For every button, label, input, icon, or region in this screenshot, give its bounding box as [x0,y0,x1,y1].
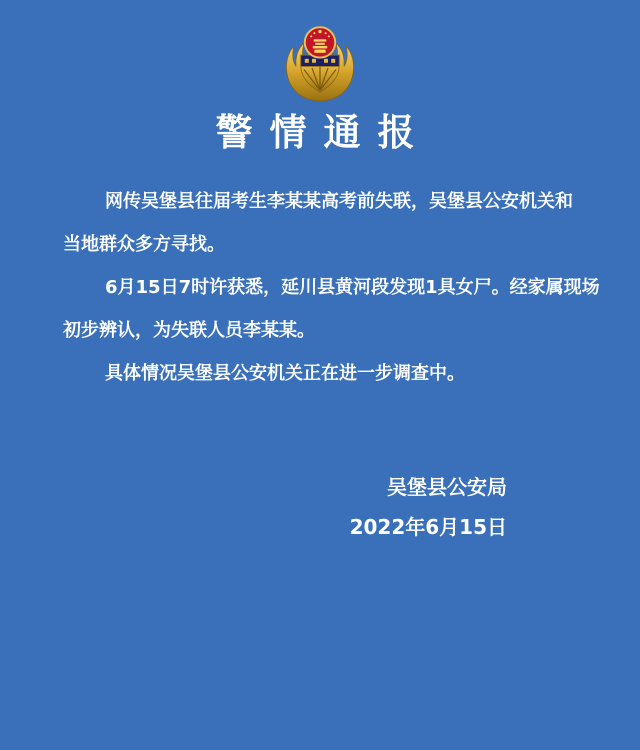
signature-block [350,467,507,547]
paragraph-1-line-2: 当地群众多方寻找。 [63,234,225,255]
paragraph-1-line-1: 网传吴堡县往届考生李某某高考前失联，吴堡县公安机关和 [105,191,573,212]
police-badge-icon [280,20,360,104]
signature-issuer: 吴堡县公安局 [387,475,507,499]
paragraph-2-line-2: 初步辨认，为失联人员李某某。 [63,320,315,341]
signature-date: 2022年6月15日 [349,515,507,539]
paragraph-2-line-1: 6月15日7时许获悉，延川县黄河段发现1具女尸。经家属现场 [105,277,600,298]
notice-title: 警情通报 [215,111,432,154]
notice-body [63,180,600,395]
paragraph-3-line-1: 具体情况吴堡县公安机关正在进一步调查中。 [105,363,465,384]
